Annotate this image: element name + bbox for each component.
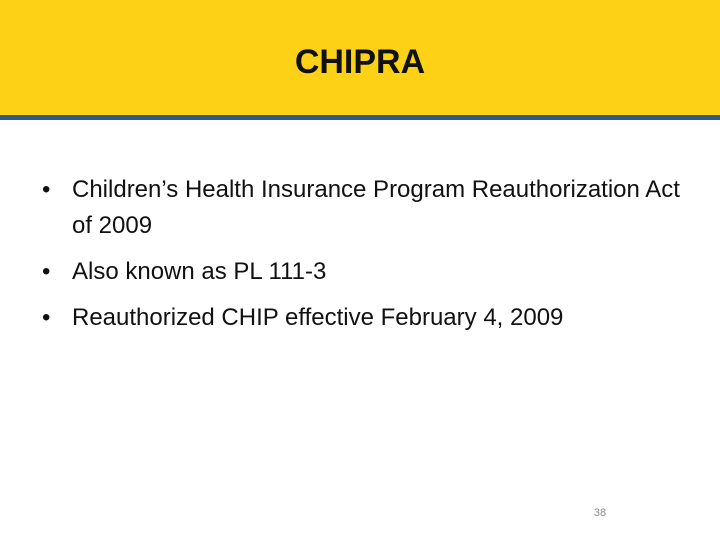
- page-number: 38: [593, 507, 607, 519]
- bullet-text: Also known as PL 111-3: [72, 258, 327, 285]
- bullet-text: Reauthorized CHIP effective February 4, 2009: [72, 304, 564, 331]
- bullet-item: [40, 300, 700, 336]
- bullet-icon: •: [42, 176, 51, 203]
- bullet-list: [40, 172, 700, 346]
- bullet-icon: •: [42, 304, 51, 331]
- bullet-item: [40, 254, 700, 290]
- title-divider: [0, 115, 720, 120]
- bullet-text: Children’s Health Insurance Program Reauthorization Act of 2009: [72, 176, 680, 239]
- bullet-item: [40, 172, 700, 244]
- bullet-icon: •: [42, 258, 51, 285]
- slide-title: CHIPRA: [294, 43, 426, 81]
